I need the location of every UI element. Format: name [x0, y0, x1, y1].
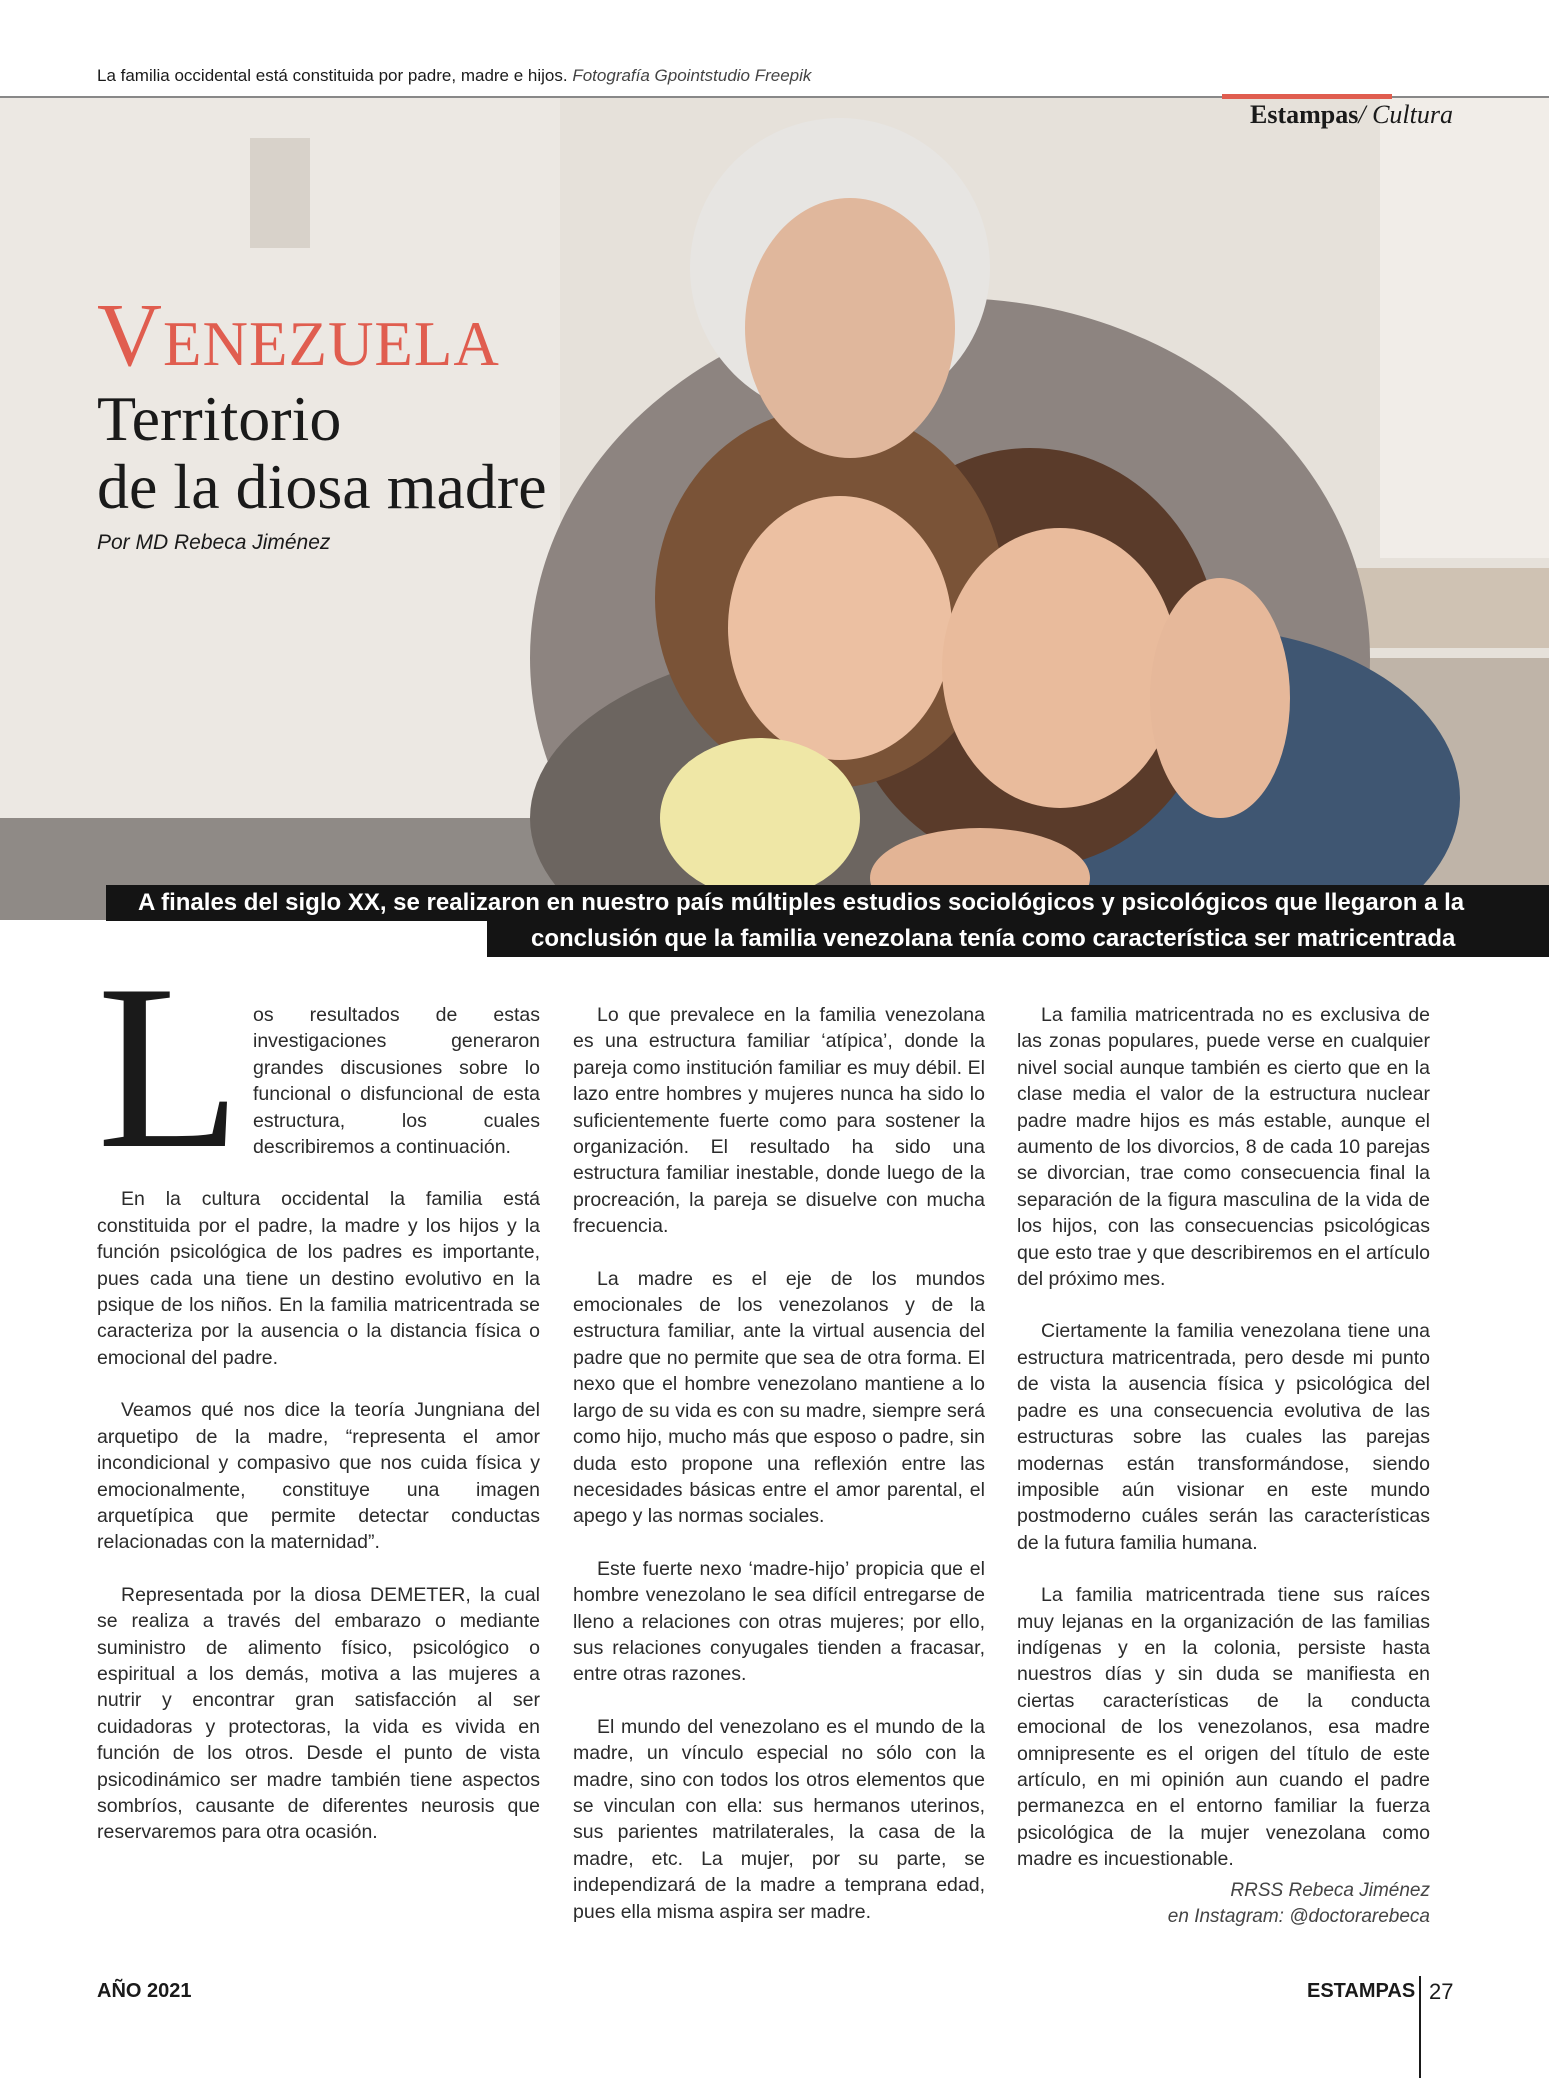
title-line-1: Territorio — [97, 383, 342, 454]
paragraph: El mundo del venezolano es el mundo de la madre, un vínculo especial no sólo con la madre, sino con todos los otros elementos que se vinculan con ella: sus hermanos uterinos, sus parientes matrilaterales, la casa de la madre, etc. La mujer, por su parte, se independizará de la madre a temprana edad, pues ella misma aspira ser madre. — [573, 1715, 985, 1923]
signoff-line-1: RRSS Rebeca Jiménez — [1230, 1880, 1430, 1901]
byline: Por MD Rebeca Jiménez — [97, 531, 331, 554]
footer-magazine: ESTAMPAS — [1307, 1980, 1416, 2002]
article-column-1 — [97, 1002, 540, 1872]
footer-divider — [1419, 1976, 1421, 2078]
section-subname: / Cultura — [1358, 100, 1453, 129]
deck-line-2: conclusión que la familia venezolana tenía como característica ser matricentrada — [487, 921, 1549, 957]
section-name: Estampas — [1250, 100, 1359, 129]
paragraph: La familia matricentrada tiene sus raíces muy lejanas en la organización de las familias indígenas y en la colonia, persiste hasta nuestros días y sin duda se manifiesta en ciertas características de la conducta emocional de los venezolanos, esa madre omnipresente es el origen del título de este artículo, en mi opinión aun cuando el padre permanezca en el entorno familiar la fuerza psicológica de la mujer venezolana como madre es incuestionable. — [1017, 1584, 1430, 1871]
paragraph: La familia matricentrada no es exclusiva de las zonas populares, puede verse en cualquier nivel social aunque también es cierto que en la clase media el valor de la estructura nuclear padre madre hijos es más estable, aunque el aumento de los divorcios, 8 de cada 10 parejas se divorcian, trae como consecuencia final la separación de la figura masculina de la vida de los hijos, con las consecuencias psicológicas que esto trae y que describiremos en el artículo del próximo mes. — [1017, 1004, 1430, 1291]
paragraph: os resultados de estas investigaciones generaron grandes discusiones sobre lo funcional o disfuncional de esta estructura, los cuales describiremos a continuación. — [253, 1004, 540, 1159]
photo-caption — [97, 66, 811, 86]
title-kicker: Venezuela — [97, 286, 500, 385]
section-accent-bar — [1222, 94, 1392, 99]
paragraph: Ciertamente la familia venezolana tiene una estructura matricentrada, pero desde mi punto de vista la ausencia física y psicológica del padre es una consecuencia evolutiva de las estructuras sobre las cuales las parejas modernas están transformándose, siendo imposible aún visionar en este mundo postmoderno cuáles serán las características de la futura familia humana. — [1017, 1320, 1430, 1554]
page-number: 27 — [1429, 1979, 1454, 2004]
paragraph: En la cultura occidental la familia está constituida por el padre, la madre y los hijos y la función psicológica de los padres es importante, pues cada una tiene un destino evolutivo en la psique de los niños. En la familia matricentrada se caracteriza por la ausencia o la distancia física o emocional del padre. — [97, 1188, 540, 1369]
article-column-3 — [1017, 1002, 1430, 1899]
article-column-2 — [573, 1002, 985, 1951]
footer-year: AÑO 2021 — [97, 1980, 192, 2002]
author-signoff — [1017, 1878, 1430, 1930]
paragraph: Veamos qué nos dice la teoría Jungniana del arquetipo de la madre, “representa el amor incondicional y compasivo que nos cuida física y emocionalmente, constituye una imagen arquetípica que permite detectar conductas relacionadas con la maternidad”. — [97, 1399, 540, 1554]
signoff-line-2: en Instagram: @doctorarebeca — [1167, 1906, 1430, 1927]
photo-credit: Fotografía Gpointstudio Freepik — [572, 66, 812, 85]
title-line-2: de la diosa madre — [97, 451, 547, 522]
paragraph: Este fuerte nexo ‘madre-hijo’ propicia que el hombre venezolano le sea difícil entregarse de lleno a relaciones con otras mujeres; por ello, sus relaciones conyugales tienden a fracasar, entre otras razones. — [573, 1557, 985, 1686]
paragraph: La madre es el eje de los mundos emocionales de los venezolanos y de la estructura familiar, ante la virtual ausencia del padre que no permite que sea de otra forma. El nexo que el hombre venezolano mantiene a lo largo de su vida es con su madre, siempre será como hijo, mucho más que esposo o padre, sin duda esto propone una reflexión entre las necesidades básicas entre el amor parental, el apego y las normas sociales. — [573, 1267, 985, 1528]
section-tag — [1250, 100, 1453, 130]
drop-cap: L — [97, 937, 242, 1198]
photo-caption-text: La familia occidental está constituida por padre, madre e hijos. — [97, 66, 568, 85]
deck-line-1: A finales del siglo XX, se realizaron en nuestro país múltiples estudios sociológicos y psicológicos que llegaron a la — [106, 885, 1549, 921]
paragraph: Representada por la diosa DEMETER, la cual se realiza a través del embarazo o mediante suministro de alimento físico, psicológico o espiritual a los demás, motiva a las mujeres a nutrir y encontrar gran satisfacción al ser cuidadoras y protectoras, la vida es vivida en función de los otros. Desde el punto de vista psicodinámico ser madre también tiene aspectos sombríos, causante de diferentes neurosis que reservaremos para otra ocasión. — [97, 1583, 540, 1844]
paragraph: Lo que prevalece en la familia venezolana es una estructura familiar ‘atípica’, donde la pareja como institución familiar es muy débil. El lazo entre hombres y mujeres nunca ha sido lo suficientemente fuerte como para sostener la organización. El resultado ha sido una estructura familiar inestable, donde luego de la procreación, la pareja se disuelve con mucha frecuencia. — [573, 1004, 985, 1238]
